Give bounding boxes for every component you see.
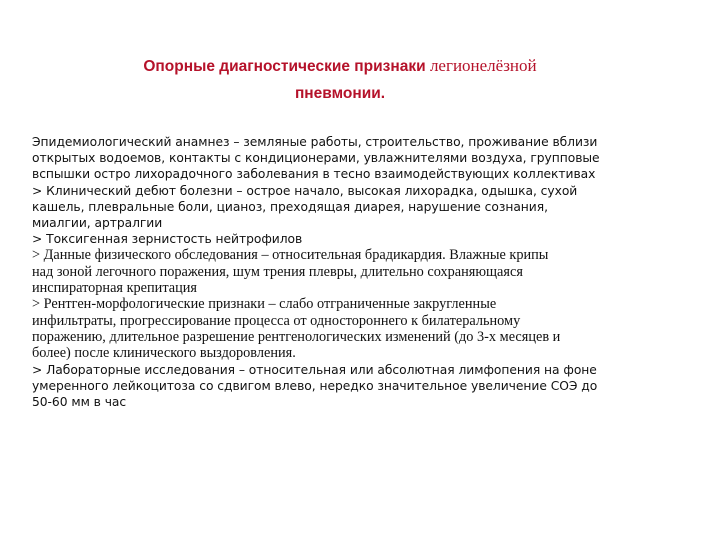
title-part-2: легионелёзной <box>429 56 537 75</box>
paragraph-1 <box>32 134 707 183</box>
paragraph-line: миалгии, артралгии <box>32 216 163 231</box>
title-part-1: Опорные диагностические признаки <box>143 58 430 75</box>
paragraph-line: > Рентген-морфологические признаки – слабо отграниченные закругленные <box>32 296 497 313</box>
paragraph-line: над зоной легочного поражения, шум трения плевры, длительно сохраняющаяся <box>32 263 523 280</box>
paragraph-6 <box>32 362 707 411</box>
paragraph-line: кашель, плевральные боли, цианоз, преходящая диарея, нарушение сознания, <box>32 199 548 214</box>
title-line-2: пневмонии. <box>294 85 386 102</box>
paragraph-line: поражению, длительное разрешение рентгенологических изменений (до 3-х месяцев и <box>32 328 561 345</box>
paragraph-line: инфильтраты, прогрессирование процесса от одностороннего к билатеральному <box>32 312 521 329</box>
paragraph-2 <box>32 183 707 232</box>
paragraph-4 <box>32 247 707 296</box>
content-body <box>32 134 707 410</box>
paragraph-line: Эпидемиологический анамнез – земляные работы, строительство, проживание вблизи <box>32 135 598 149</box>
paragraph-line: > Лабораторные исследования – относительная или абсолютная лимфопения на фоне <box>32 362 597 377</box>
paragraph-line: более) после клинического выздоровления. <box>32 345 296 362</box>
paragraph-3 <box>32 231 707 247</box>
paragraph-line: вспышки остро лихорадочного заболевания в тесно взаимодействующих коллективах <box>32 167 596 182</box>
paragraph-line: инспираторная крепитация <box>32 280 197 297</box>
page-title <box>40 52 640 107</box>
paragraph-5 <box>32 296 707 361</box>
paragraph-line: умеренного лейкоцитоза со сдвигом влево, нередко значительное увеличение СОЭ до <box>32 378 598 393</box>
paragraph-line: открытых водоемов, контакты с кондиционерами, увлажнителями воздуха, групповые <box>32 151 600 166</box>
paragraph-line: > Токсигенная зернистость нейтрофилов <box>32 232 303 247</box>
paragraph-line: > Клинический дебют болезни – острое начало, высокая лихорадка, одышка, сухой <box>32 183 578 198</box>
paragraph-line: 50-60 мм в час <box>32 394 127 409</box>
paragraph-line: > Данные физического обследования – относительная брадикардия. Влажные крипы <box>32 247 549 264</box>
